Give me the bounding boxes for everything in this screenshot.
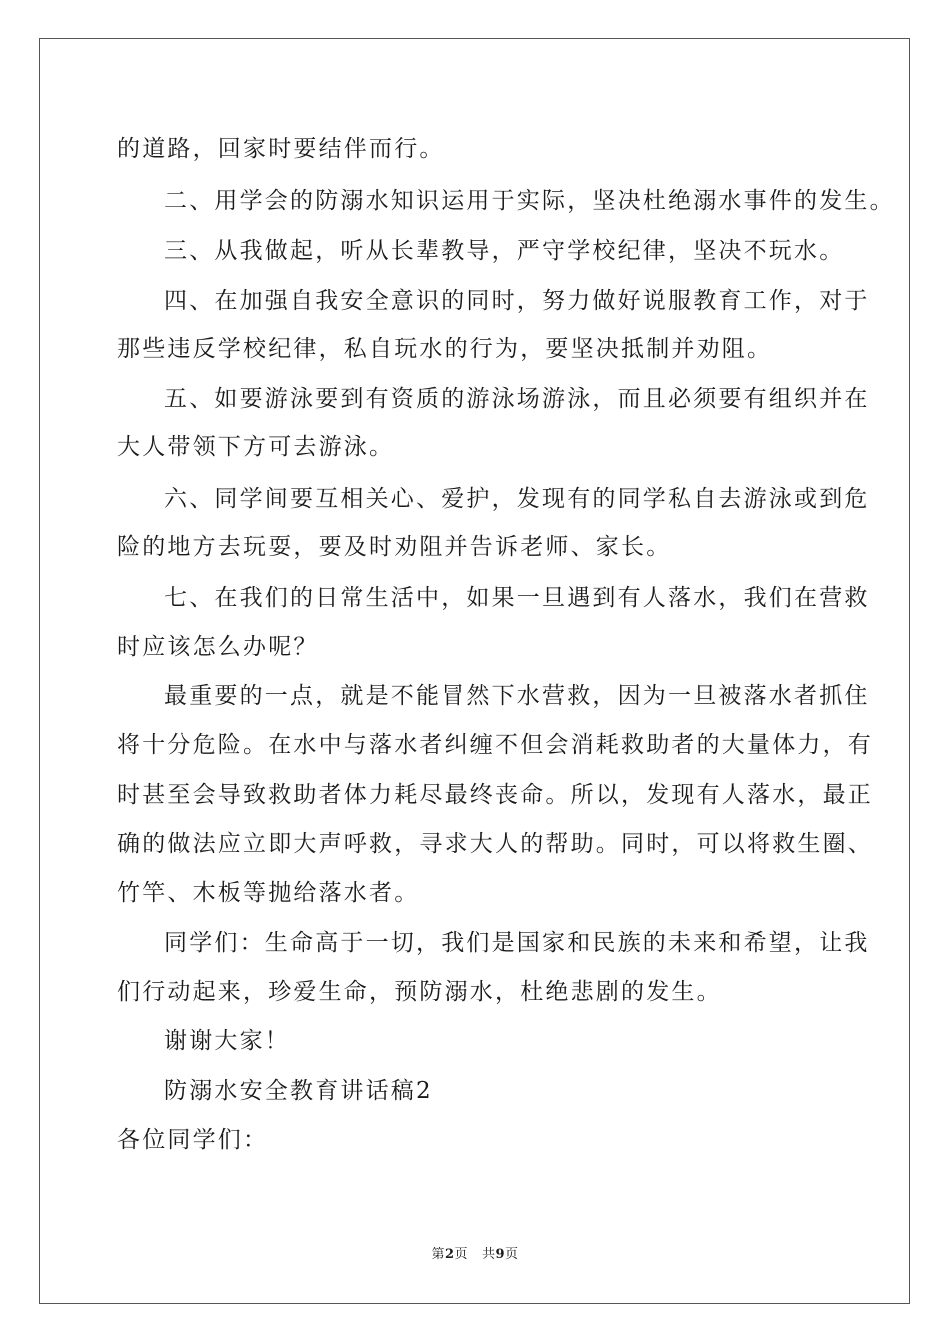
text-line: 同学们：生命高于一切，我们是国家和民族的未来和希望，让我 xyxy=(164,930,870,956)
text-line: 谢谢大家！ xyxy=(164,1028,290,1054)
text-line: 三、从我做起，听从长辈教导，严守学校纪律，坚决不玩水。 xyxy=(164,238,845,264)
text-line: 竹竿、木板等抛给落水者。 xyxy=(117,880,420,906)
section-heading: 防溺水安全教育讲话稿2 xyxy=(164,1078,433,1104)
total-prefix: 共 xyxy=(481,1247,496,1262)
page-frame xyxy=(39,38,910,1304)
text-line: 们行动起来，珍爱生命，预防溺水，杜绝悲剧的发生。 xyxy=(117,979,722,1005)
text-line: 二、用学会的防溺水知识运用于实际，坚决杜绝溺水事件的发生。 xyxy=(164,188,895,214)
text-line: 五、如要游泳要到有资质的游泳场游泳，而且必须要有组织并在 xyxy=(164,386,870,412)
text-line: 七、在我们的日常生活中，如果一旦遇到有人落水，我们在营救 xyxy=(164,585,870,611)
total-suffix: 页 xyxy=(505,1247,519,1262)
text-line: 时甚至会导致救助者体力耗尽最终丧命。所以，发现有人落水，最正 xyxy=(117,782,873,808)
text-line: 将十分危险。在水中与落水者纠缠不但会消耗救助者的大量体力，有 xyxy=(117,732,873,758)
page-number: 2 xyxy=(444,1247,455,1262)
text-line: 那些违反学校纪律，私自玩水的行为，要坚决抵制并劝阻。 xyxy=(117,336,773,362)
text-line: 大人带领下方可去游泳。 xyxy=(117,434,395,460)
page-suffix: 页 xyxy=(454,1247,469,1262)
page-footer xyxy=(0,1246,950,1264)
text-line: 最重要的一点，就是不能冒然下水营救，因为一旦被落水者抓住 xyxy=(164,683,870,709)
salutation: 各位同学们： xyxy=(117,1127,269,1153)
text-line: 四、在加强自我安全意识的同时，努力做好说服教育工作，对于 xyxy=(164,288,870,314)
text-line: 的道路，回家时要结伴而行。 xyxy=(117,136,445,162)
text-line: 确的做法应立即大声呼救，寻求大人的帮助。同时，可以将救生圈、 xyxy=(117,831,873,857)
total-pages: 9 xyxy=(495,1247,506,1262)
text-line: 险的地方去玩耍，要及时劝阻并告诉老师、家长。 xyxy=(117,534,672,560)
page-prefix: 第 xyxy=(431,1247,445,1262)
text-line: 六、同学间要互相关心、爱护，发现有的同学私自去游泳或到危 xyxy=(164,486,870,512)
text-line: 时应该怎么办呢？ xyxy=(117,634,319,660)
